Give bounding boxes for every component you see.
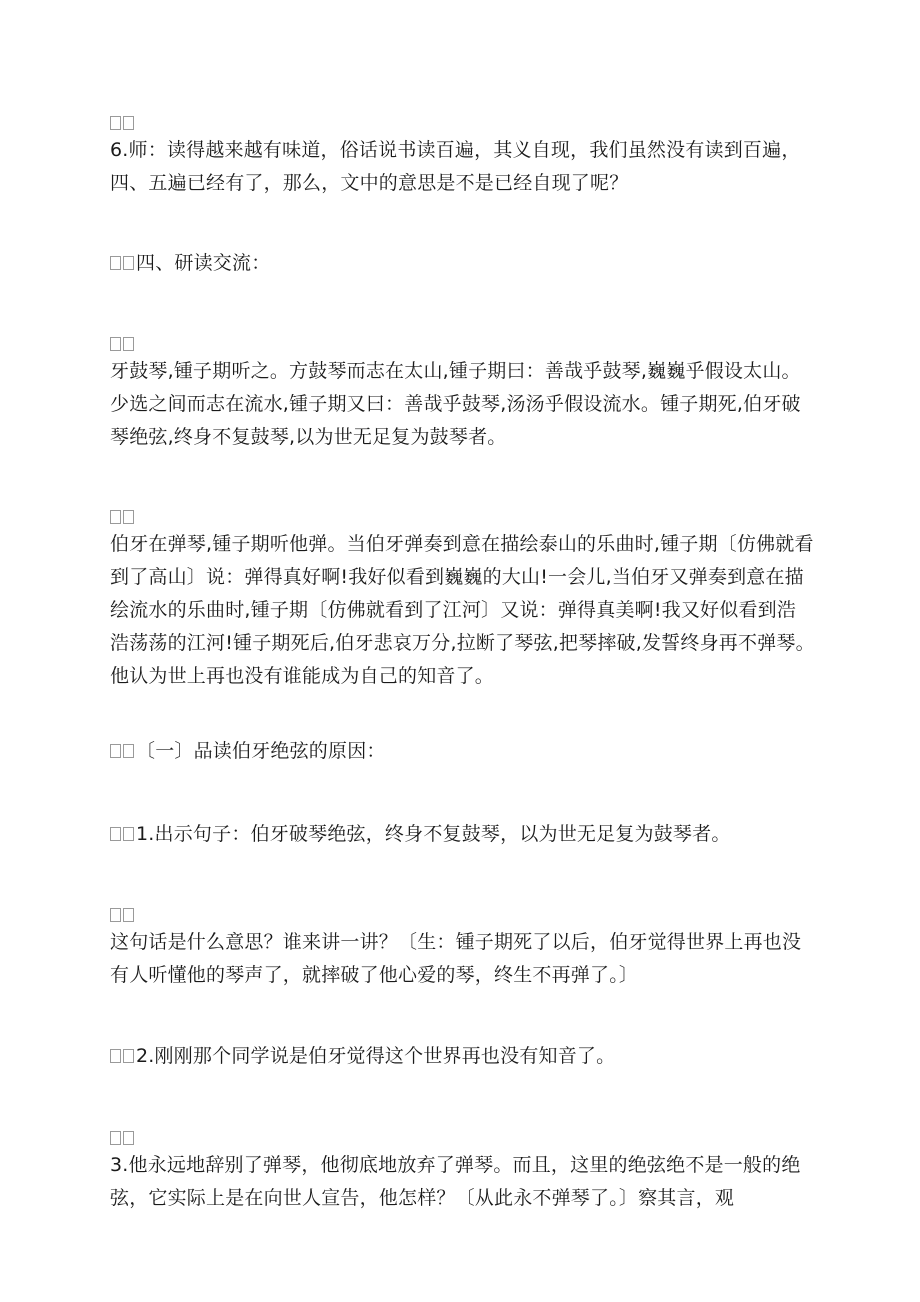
section-heading: 四、研读交流： bbox=[136, 252, 271, 274]
placeholder-glyphs bbox=[110, 112, 815, 134]
paragraph-2 bbox=[110, 247, 815, 280]
placeholder-glyphs bbox=[110, 506, 815, 528]
paragraph-text: 3.他永远地辞别了弹琴，他彻底地放弃了弹琴。而且，这里的绝弦绝不是一般的绝弦，它实际上是在向世人宣告，他怎样？〔从此永不弹琴了。〕察其言，观 bbox=[110, 1154, 801, 1209]
paragraph-1 bbox=[110, 112, 815, 200]
paragraph-text: 2.刚刚那个同学说是伯牙觉得这个世界再也没有知音了。 bbox=[136, 1045, 616, 1067]
paragraph-text: 6.师：读得越来越有味道，俗话说书读百遍，其义自现，我们虽然没有读到百遍，四、五遍已经有了，那么，文中的意思是不是已经自现了呢？ bbox=[110, 139, 801, 194]
classical-text: 牙鼓琴,锺子期听之。方鼓琴而志在太山,锺子期曰：善哉乎鼓琴,巍巍乎假设太山。少选之间而志在流水,锺子期又曰：善哉乎鼓琴,汤汤乎假设流水。锺子期死,伯牙破琴绝弦,终身不复鼓琴,以为世无足复为鼓琴者。 bbox=[110, 360, 801, 448]
paragraph-3 bbox=[110, 333, 815, 454]
paragraph-text: 1.出示句子：伯牙破琴绝弦，终身不复鼓琴，以为世无足复为鼓琴者。 bbox=[136, 823, 731, 845]
paragraph-9 bbox=[110, 1127, 815, 1215]
paragraph-5 bbox=[110, 735, 815, 768]
translation-text: 伯牙在弹琴,锺子期听他弹。当伯牙弹奏到意在描绘泰山的乐曲时,锺子期〔仿佛就看到了高山〕说：弹得真好啊!我好似看到巍巍的大山!一会儿,当伯牙又弹奏到意在描绘流水的乐曲时,锺子期〔仿佛就看到了江河〕又说：弹得真美啊!我又好似看到浩浩荡荡的江河!锺子期死后,伯牙悲哀万分,拉断了琴弦,把琴摔破,发誓终身再不弹琴。他认为世上再也没有谁能成为自己的知音了。 bbox=[110, 533, 815, 687]
placeholder-glyphs bbox=[110, 904, 815, 926]
paragraph-6 bbox=[110, 818, 815, 851]
paragraph-7 bbox=[110, 904, 815, 992]
paragraph-text: 这句话是什么意思？谁来讲一讲？〔生：锺子期死了以后，伯牙觉得世界上再也没有人听懂他的琴声了，就摔破了他心爱的琴，终生不再弹了。〕 bbox=[110, 931, 802, 986]
subsection-heading: 〔一〕品读伯牙绝弦的原因： bbox=[136, 740, 386, 762]
placeholder-glyphs bbox=[110, 1127, 815, 1149]
placeholder-glyphs bbox=[110, 333, 815, 355]
paragraph-8 bbox=[110, 1040, 815, 1073]
paragraph-4 bbox=[110, 506, 815, 693]
